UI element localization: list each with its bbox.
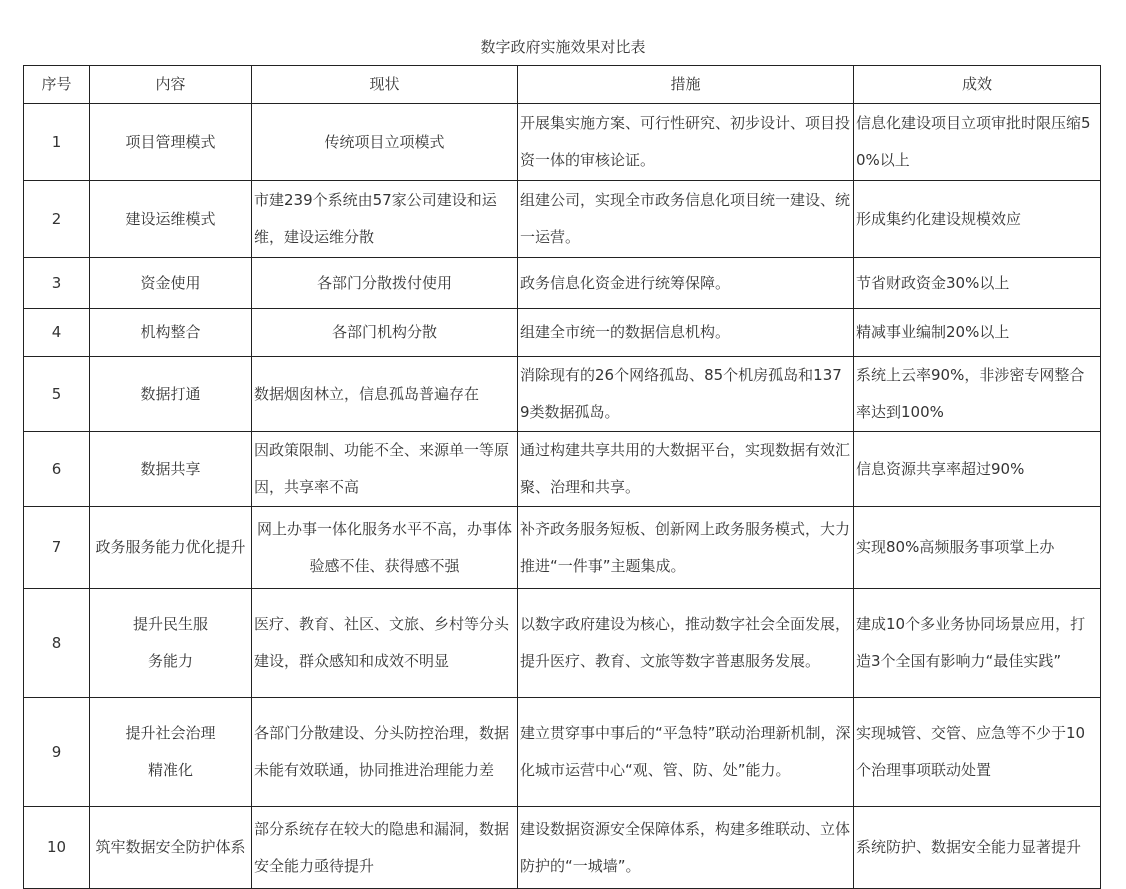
row-no: 7	[24, 507, 90, 589]
header-content: 内容	[90, 66, 252, 104]
row-effect: 形成集约化建设规模效应	[854, 181, 1101, 258]
table-row	[24, 507, 1101, 589]
row-measures: 补齐政务服务短板、创新网上政务服务模式，大力推进“一件事”主题集成。	[518, 507, 854, 589]
row-no: 6	[24, 432, 90, 507]
table-row	[24, 104, 1101, 181]
row-status: 市建239个系统由57家公司建设和运维，建设运维分散	[252, 181, 518, 258]
row-no: 3	[24, 258, 90, 309]
table-row	[24, 589, 1101, 698]
row-effect: 实现80%高频服务事项掌上办	[854, 507, 1101, 589]
row-measures: 消除现有的26个网络孤岛、85个机房孤岛和1379类数据孤岛。	[518, 357, 854, 432]
row-effect: 系统上云率90%，非涉密专网整合率达到100%	[854, 357, 1101, 432]
row-content: 项目管理模式	[90, 104, 252, 181]
row-no: 4	[24, 309, 90, 357]
table-row	[24, 698, 1101, 807]
table-row	[24, 309, 1101, 357]
row-content: 筑牢数据安全防护体系	[90, 807, 252, 889]
row-content: 政务服务能力优化提升	[90, 507, 252, 589]
row-effect: 系统防护、数据安全能力显著提升	[854, 807, 1101, 889]
row-status: 部分系统存在较大的隐患和漏洞，数据安全能力亟待提升	[252, 807, 518, 889]
row-effect: 建成10个多业务协同场景应用，打造3个全国有影响力“最佳实践”	[854, 589, 1101, 698]
row-no: 5	[24, 357, 90, 432]
row-content: 机构整合	[90, 309, 252, 357]
row-measures: 开展集实施方案、可行性研究、初步设计、项目投资一体的审核论证。	[518, 104, 854, 181]
row-measures: 以数字政府建设为核心，推动数字社会全面发展，提升医疗、教育、文旅等数字普惠服务发展。	[518, 589, 854, 698]
row-effect: 实现城管、交管、应急等不少于10个治理事项联动处置	[854, 698, 1101, 807]
row-content: 提升社会治理精准化	[90, 698, 252, 807]
row-content: 资金使用	[90, 258, 252, 309]
row-measures: 组建全市统一的数据信息机构。	[518, 309, 854, 357]
row-effect: 信息化建设项目立项审批时限压缩50%以上	[854, 104, 1101, 181]
row-no: 1	[24, 104, 90, 181]
row-content: 数据打通	[90, 357, 252, 432]
row-measures: 建设数据资源安全保障体系，构建多维联动、立体防护的“一城墙”。	[518, 807, 854, 889]
row-measures: 组建公司，实现全市政务信息化项目统一建设、统一运营。	[518, 181, 854, 258]
header-no: 序号	[24, 66, 90, 104]
table-title: 数字政府实施效果对比表	[480, 38, 646, 56]
row-measures: 通过构建共享共用的大数据平台，实现数据有效汇聚、治理和共享。	[518, 432, 854, 507]
row-effect: 节省财政资金30%以上	[854, 258, 1101, 309]
row-measures: 建立贯穿事中事后的“平急特”联动治理新机制，深化城市运营中心“观、管、防、处”能力。	[518, 698, 854, 807]
row-measures: 政务信息化资金进行统筹保障。	[518, 258, 854, 309]
row-no: 2	[24, 181, 90, 258]
row-content: 提升民生服务能力	[90, 589, 252, 698]
row-status: 传统项目立项模式	[252, 104, 518, 181]
row-content: 数据共享	[90, 432, 252, 507]
table-row	[24, 181, 1101, 258]
row-no: 9	[24, 698, 90, 807]
header-row	[24, 66, 1101, 104]
table-row	[24, 432, 1101, 507]
row-status: 医疗、教育、社区、文旅、乡村等分头建设，群众感知和成效不明显	[252, 589, 518, 698]
row-effect: 信息资源共享率超过90%	[854, 432, 1101, 507]
header-status: 现状	[252, 66, 518, 104]
row-status: 数据烟囱林立，信息孤岛普遍存在	[252, 357, 518, 432]
row-status: 网上办事一体化服务水平不高，办事体验感不佳、获得感不强	[252, 507, 518, 589]
row-no: 8	[24, 589, 90, 698]
header-effect: 成效	[854, 66, 1101, 104]
row-content: 建设运维模式	[90, 181, 252, 258]
table-row	[24, 258, 1101, 309]
table-row	[24, 357, 1101, 432]
comparison-table	[23, 65, 1101, 889]
header-measures: 措施	[518, 66, 854, 104]
row-status: 因政策限制、功能不全、来源单一等原因，共享率不高	[252, 432, 518, 507]
row-status: 各部门分散拨付使用	[252, 258, 518, 309]
row-effect: 精减事业编制20%以上	[854, 309, 1101, 357]
row-status: 各部门机构分散	[252, 309, 518, 357]
row-no: 10	[24, 807, 90, 889]
table-row	[24, 807, 1101, 889]
row-status: 各部门分散建设、分头防控治理，数据未能有效联通，协同推进治理能力差	[252, 698, 518, 807]
